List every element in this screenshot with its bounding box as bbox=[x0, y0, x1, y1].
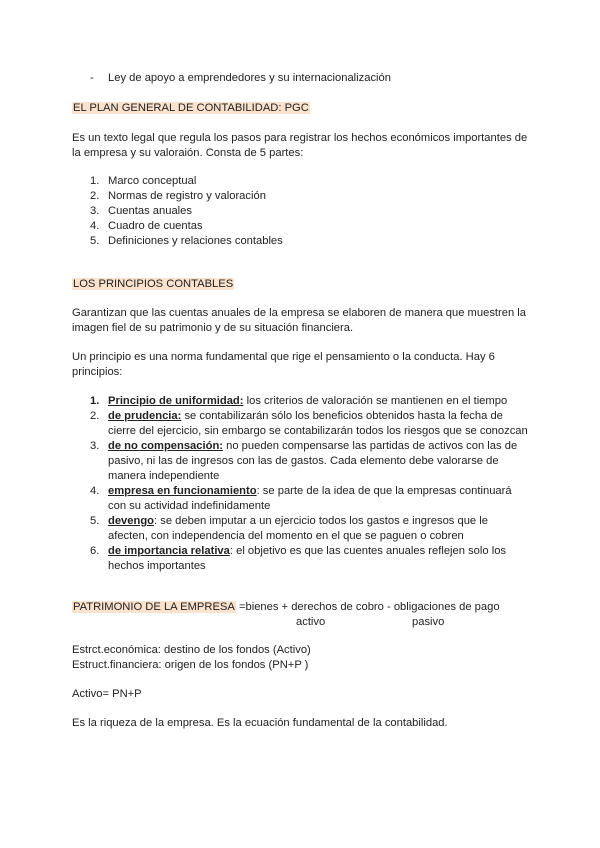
list-number: 2. bbox=[90, 410, 100, 422]
pgc-parts-list bbox=[72, 174, 532, 249]
principio-desc: cierre del ejercicio, sin embargo se contabilizarán todos los riesgos que se conozcan bbox=[108, 425, 528, 437]
list-number: 3. bbox=[90, 440, 100, 452]
principio-term: de no compensación: bbox=[108, 440, 223, 452]
principio-desc: : el objetivo es que las cuentes anuales reflejen solo los hechos importantes bbox=[108, 545, 507, 572]
principio-term: de prudencia: bbox=[108, 410, 182, 422]
pgc-part-item bbox=[72, 174, 532, 189]
principio-term: empresa en funcionamiento bbox=[108, 485, 257, 497]
pgc-part-item bbox=[72, 189, 532, 204]
principio-item bbox=[72, 514, 542, 544]
pgc-part-text: Definiciones y relaciones contables bbox=[108, 235, 283, 247]
principio-item bbox=[72, 439, 542, 484]
list-number: 4. bbox=[90, 485, 100, 497]
principio-desc: los criterios de valoración se mantienen en el tiempo bbox=[243, 395, 508, 407]
pgc-paragraph: Es un texto legal que regula los pasos para registrar los hechos económicos importantes de la empresa y su valoraión. Consta de 5 partes: bbox=[72, 132, 528, 159]
dash-bullet: - bbox=[90, 72, 94, 84]
pgc-heading bbox=[72, 101, 532, 116]
intro-bullet bbox=[90, 71, 391, 86]
principio-item bbox=[72, 409, 542, 439]
principio-desc: : se parte de la idea de que la empresas continuará con su actividad indefinidamente bbox=[108, 485, 512, 512]
principio-item bbox=[72, 394, 542, 409]
estructura-financiera: Estruct.financiera: origen de los fondos (PN+P ) bbox=[72, 659, 309, 671]
principios-paragraph-1: Garantizan que las cuentas anuales de la empresa se elaboren de manera que muestren la imagen fiel de su patrimonio y de su situación financiera. bbox=[72, 307, 527, 334]
principio-desc: se contabilizarán sólo los beneficios obtenidos hasta la fecha de bbox=[181, 410, 503, 422]
patrimonio-line bbox=[72, 600, 552, 615]
label-pasivo: pasivo bbox=[412, 616, 445, 628]
principio-term: Principio de uniformidad: bbox=[108, 395, 244, 407]
pgc-part-text: Marco conceptual bbox=[108, 175, 197, 187]
pgc-heading-text: EL PLAN GENERAL DE CONTABILIDAD: PGC bbox=[73, 102, 309, 114]
list-number: 1. bbox=[90, 395, 100, 407]
principio-term: devengo bbox=[108, 515, 155, 527]
intro-bullet-text: Ley de apoyo a emprendedores y su internacionalización bbox=[108, 72, 391, 84]
principio-desc: : se deben imputar a un ejercicio todos los gastos e ingresos que le afecten, con independencia del momento en el que se paguen o cobren bbox=[108, 515, 488, 542]
list-number: 2. bbox=[90, 190, 100, 202]
principios-heading-text: LOS PRINCIPIOS CONTABLES bbox=[73, 278, 234, 290]
list-number: 5. bbox=[90, 515, 100, 527]
principios-heading bbox=[72, 277, 532, 292]
principio-item bbox=[72, 544, 542, 574]
principios-paragraph-2: Un principio es una norma fundamental que rige el pensamiento o la conducta. Hay 6 principios: bbox=[72, 351, 495, 378]
principio-term: de importancia relativa bbox=[108, 545, 230, 557]
list-number: 3. bbox=[90, 205, 100, 217]
list-number: 5. bbox=[90, 235, 100, 247]
list-number: 4. bbox=[90, 220, 100, 232]
pgc-part-item bbox=[72, 219, 532, 234]
pgc-part-text: Cuentas anuales bbox=[108, 205, 192, 217]
principio-desc: no pueden compensarse las partidas de activos con las de pasivo, ni las de ingresos con las de gastos. Cada elemento debe valorarse de manera independiente bbox=[108, 440, 518, 482]
ecuacion-patrimonial: Activo= PN+P bbox=[72, 688, 142, 700]
list-number: 6. bbox=[90, 545, 100, 557]
pgc-part-item bbox=[72, 234, 532, 249]
pgc-part-text: Cuadro de cuentas bbox=[108, 220, 203, 232]
principio-item bbox=[72, 484, 542, 514]
pgc-part-item bbox=[72, 204, 532, 219]
list-number: 1. bbox=[90, 175, 100, 187]
conclusion: Es la riqueza de la empresa. Es la ecuación fundamental de la contabilidad. bbox=[72, 717, 448, 729]
principios-list bbox=[72, 394, 542, 574]
patrimonio-heading: PATRIMONIO DE LA EMPRESA bbox=[73, 601, 235, 613]
estructura-economica: Estrct.económica: destino de los fondos (Activo) bbox=[72, 644, 311, 656]
label-activo: activo bbox=[296, 616, 326, 628]
pgc-part-text: Normas de registro y valoración bbox=[108, 190, 266, 202]
patrimonio-formula: =bienes + derechos de cobro - obligaciones de pago bbox=[235, 601, 500, 613]
